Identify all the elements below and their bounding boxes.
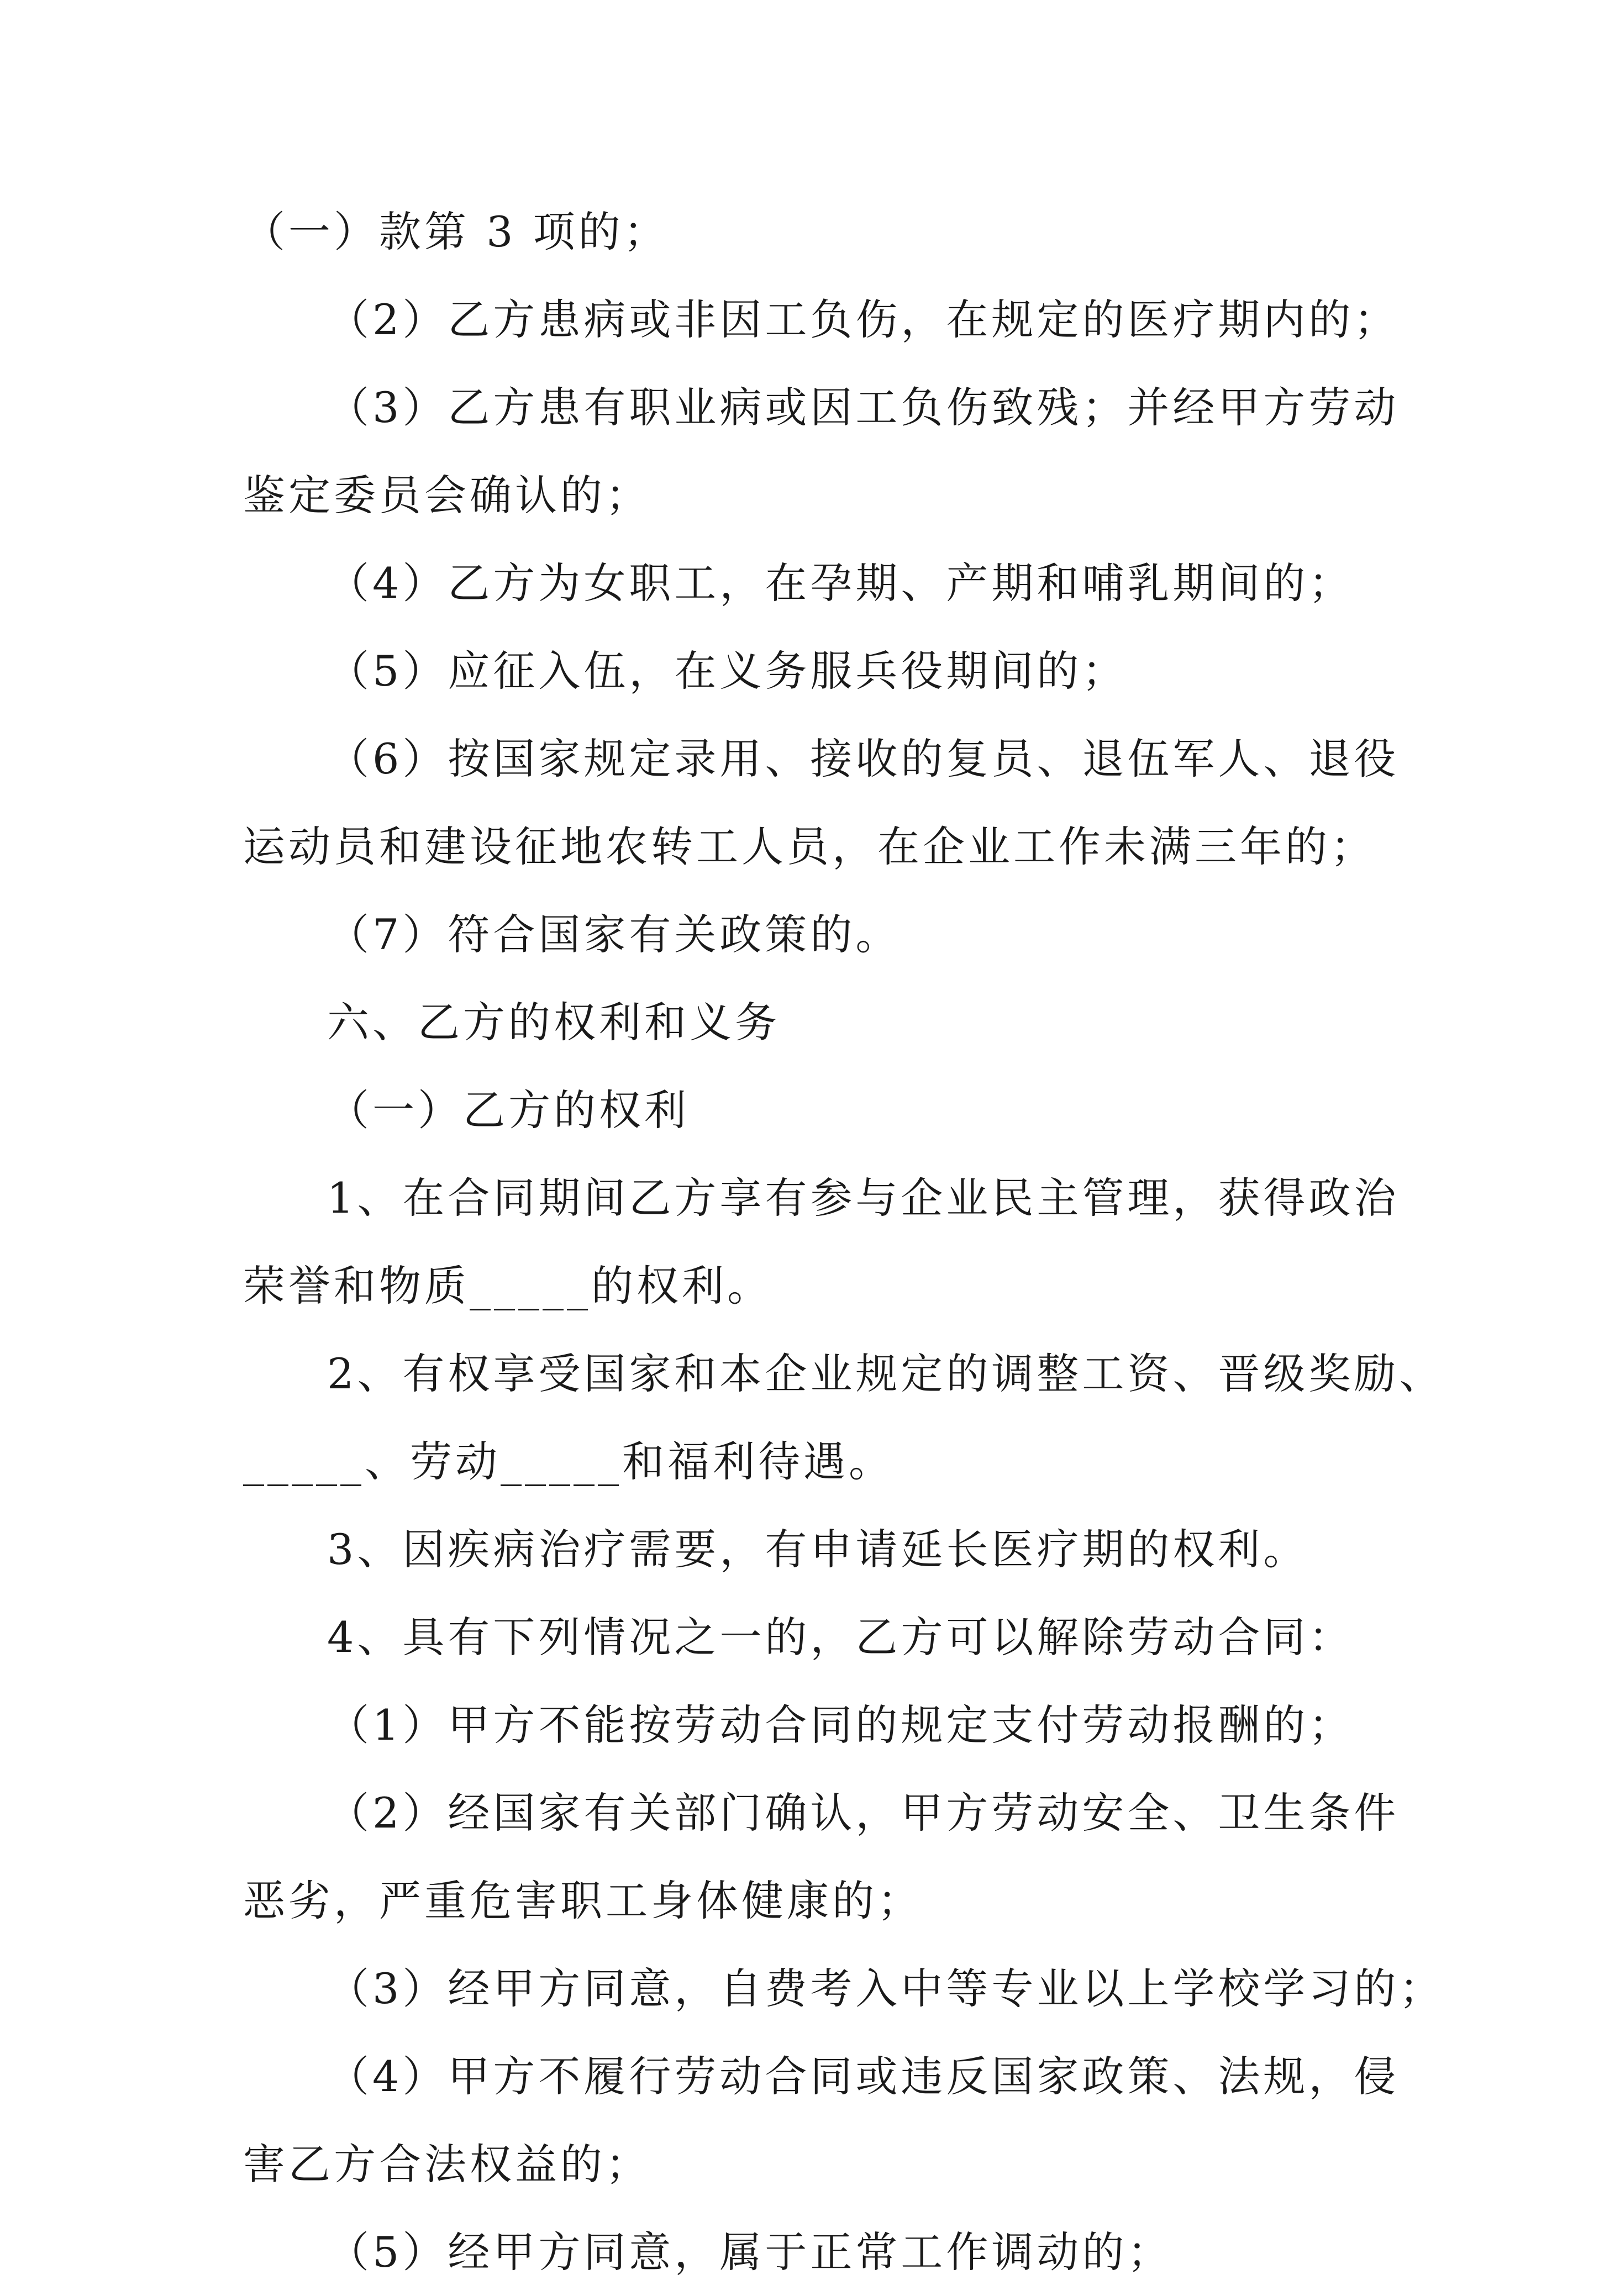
text-line: （1）甲方不能按劳动合同的规定支付劳动报酬的； (327, 1700, 1354, 1750)
text-line: 1、在合同期间乙方享有参与企业民主管理，获得政治 (327, 1173, 1400, 1223)
text-line: （2）经国家有关部门确认，甲方劳动安全、卫生条件 (327, 1788, 1400, 1837)
text-line: （3）乙方患有职业病或因工负伤致残；并经甲方劳动 (327, 383, 1400, 432)
text-line: 恶劣，严重危害职工身体健康的； (243, 1876, 923, 1925)
subsection-heading: （一）乙方的权利 (327, 1086, 690, 1135)
text-line: （3）经甲方同意，自费考入中等专业以上学校学习的； (327, 1964, 1445, 2013)
text-line: _____、劳动_____和福利待遇。 (243, 1437, 894, 1486)
text-line: （7）符合国家有关政策的。 (327, 910, 901, 959)
text-line: 鉴定委员会确认的； (243, 471, 651, 520)
text-line: （4）甲方不履行劳动合同或违反国家政策、法规，侵 (327, 2052, 1400, 2101)
text-line: （6）按国家规定录用、接收的复员、退伍军人、退役 (327, 734, 1400, 783)
text-line: （4）乙方为女职工，在孕期、产期和哺乳期间的； (327, 559, 1354, 608)
text-line: （5）经甲方同意，属于正常工作调动的； (327, 2227, 1173, 2277)
text-line: 运动员和建设征地农转工人员，在企业工作未满三年的； (243, 822, 1376, 871)
text-line: 2、有权享受国家和本企业规定的调整工资、晋级奖励、 (327, 1349, 1445, 1398)
text-line: （2）乙方患病或非因工负伤，在规定的医疗期内的； (327, 295, 1400, 344)
text-line: （一）款第 3 项的； (243, 207, 669, 256)
text-line: 3、因疾病治疗需要，有申请延长医疗期的权利。 (327, 1525, 1309, 1574)
text-line: 荣誉和物质_____的权利。 (243, 1261, 772, 1310)
document-body (243, 188, 1445, 2296)
section-heading: 六、乙方的权利和义务 (327, 998, 780, 1047)
text-line: （5）应征入伍，在义务服兵役期间的； (327, 646, 1128, 696)
text-line: 4、具有下列情况之一的，乙方可以解除劳动合同： (327, 1613, 1354, 1662)
text-line: 害乙方合法权益的； (243, 2140, 651, 2189)
